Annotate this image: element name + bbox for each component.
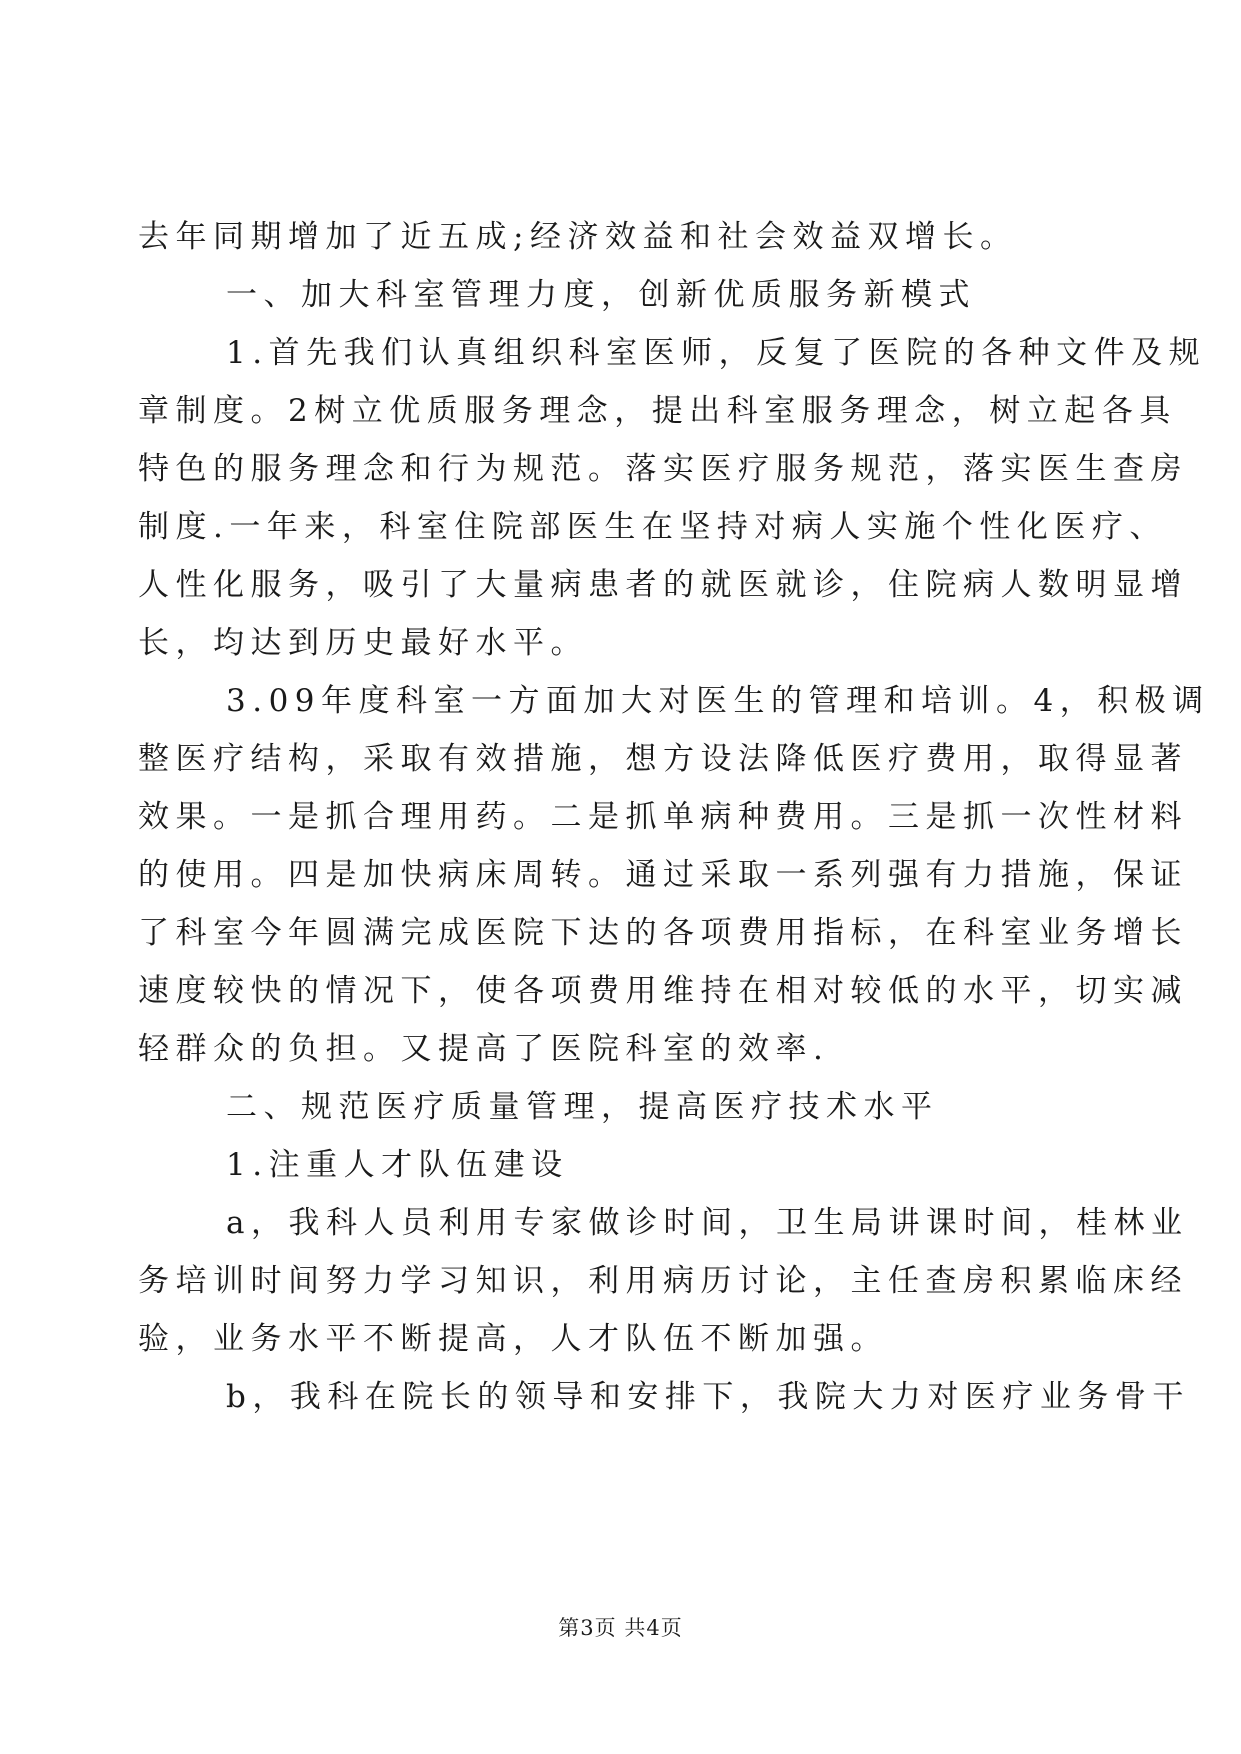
body-line: b，我科在院长的领导和安排下，我院大力对医疗业务骨干: [226, 1379, 1190, 1415]
body-line: 效果。一是抓合理用药。二是抓单病种费用。三是抓一次性材料: [138, 799, 1188, 835]
page-number-footer: 第3页 共4页: [558, 1616, 683, 1640]
body-line: 轻群众的负担。又提高了医院科室的效率.: [138, 1031, 830, 1067]
document-body: [138, 208, 1210, 1426]
body-line: 去年同期增加了近五成;经济效益和社会效益双增长。: [138, 219, 1018, 255]
body-line: 章制度。2树立优质服务理念，提出科室服务理念，树立起各具: [138, 393, 1177, 429]
body-line: 制度.一年来，科室住院部医生在坚持对病人实施个性化医疗、: [138, 509, 1167, 545]
body-line: 特色的服务理念和行为规范。落实医疗服务规范，落实医生查房: [138, 451, 1188, 487]
body-line: 务培训时间努力学习知识，利用病历讨论，主任查房积累临床经: [138, 1263, 1188, 1299]
body-line: a，我科人员利用专家做诊时间，卫生局讲课时间，桂林业: [226, 1205, 1189, 1241]
body-line: 速度较快的情况下，使各项费用维持在相对较低的水平，切实减: [138, 973, 1188, 1009]
body-line: 1.首先我们认真组织科室医师，反复了医院的各种文件及规: [226, 335, 1207, 371]
body-line: 验，业务水平不断提高，人才队伍不断加强。: [138, 1321, 888, 1357]
body-line: 整医疗结构，采取有效措施，想方设法降低医疗费用，取得显著: [138, 741, 1188, 777]
body-line: 了科室今年圆满完成医院下达的各项费用指标，在科室业务增长: [138, 915, 1188, 951]
section-heading: 一、加大科室管理力度，创新优质服务新模式: [226, 277, 976, 313]
section-heading: 二、规范医疗质量管理，提高医疗技术水平: [226, 1089, 939, 1125]
body-line: 的使用。四是加快病床周转。通过采取一系列强有力措施，保证: [138, 857, 1188, 893]
body-line: 人性化服务，吸引了大量病患者的就医就诊，住院病人数明显增: [138, 567, 1188, 603]
body-line: 长，均达到历史最好水平。: [138, 625, 588, 661]
body-line: 3.09年度科室一方面加大对医生的管理和培训。4，积极调: [226, 683, 1210, 719]
subsection-heading: 1.注重人才队伍建设: [226, 1147, 569, 1183]
